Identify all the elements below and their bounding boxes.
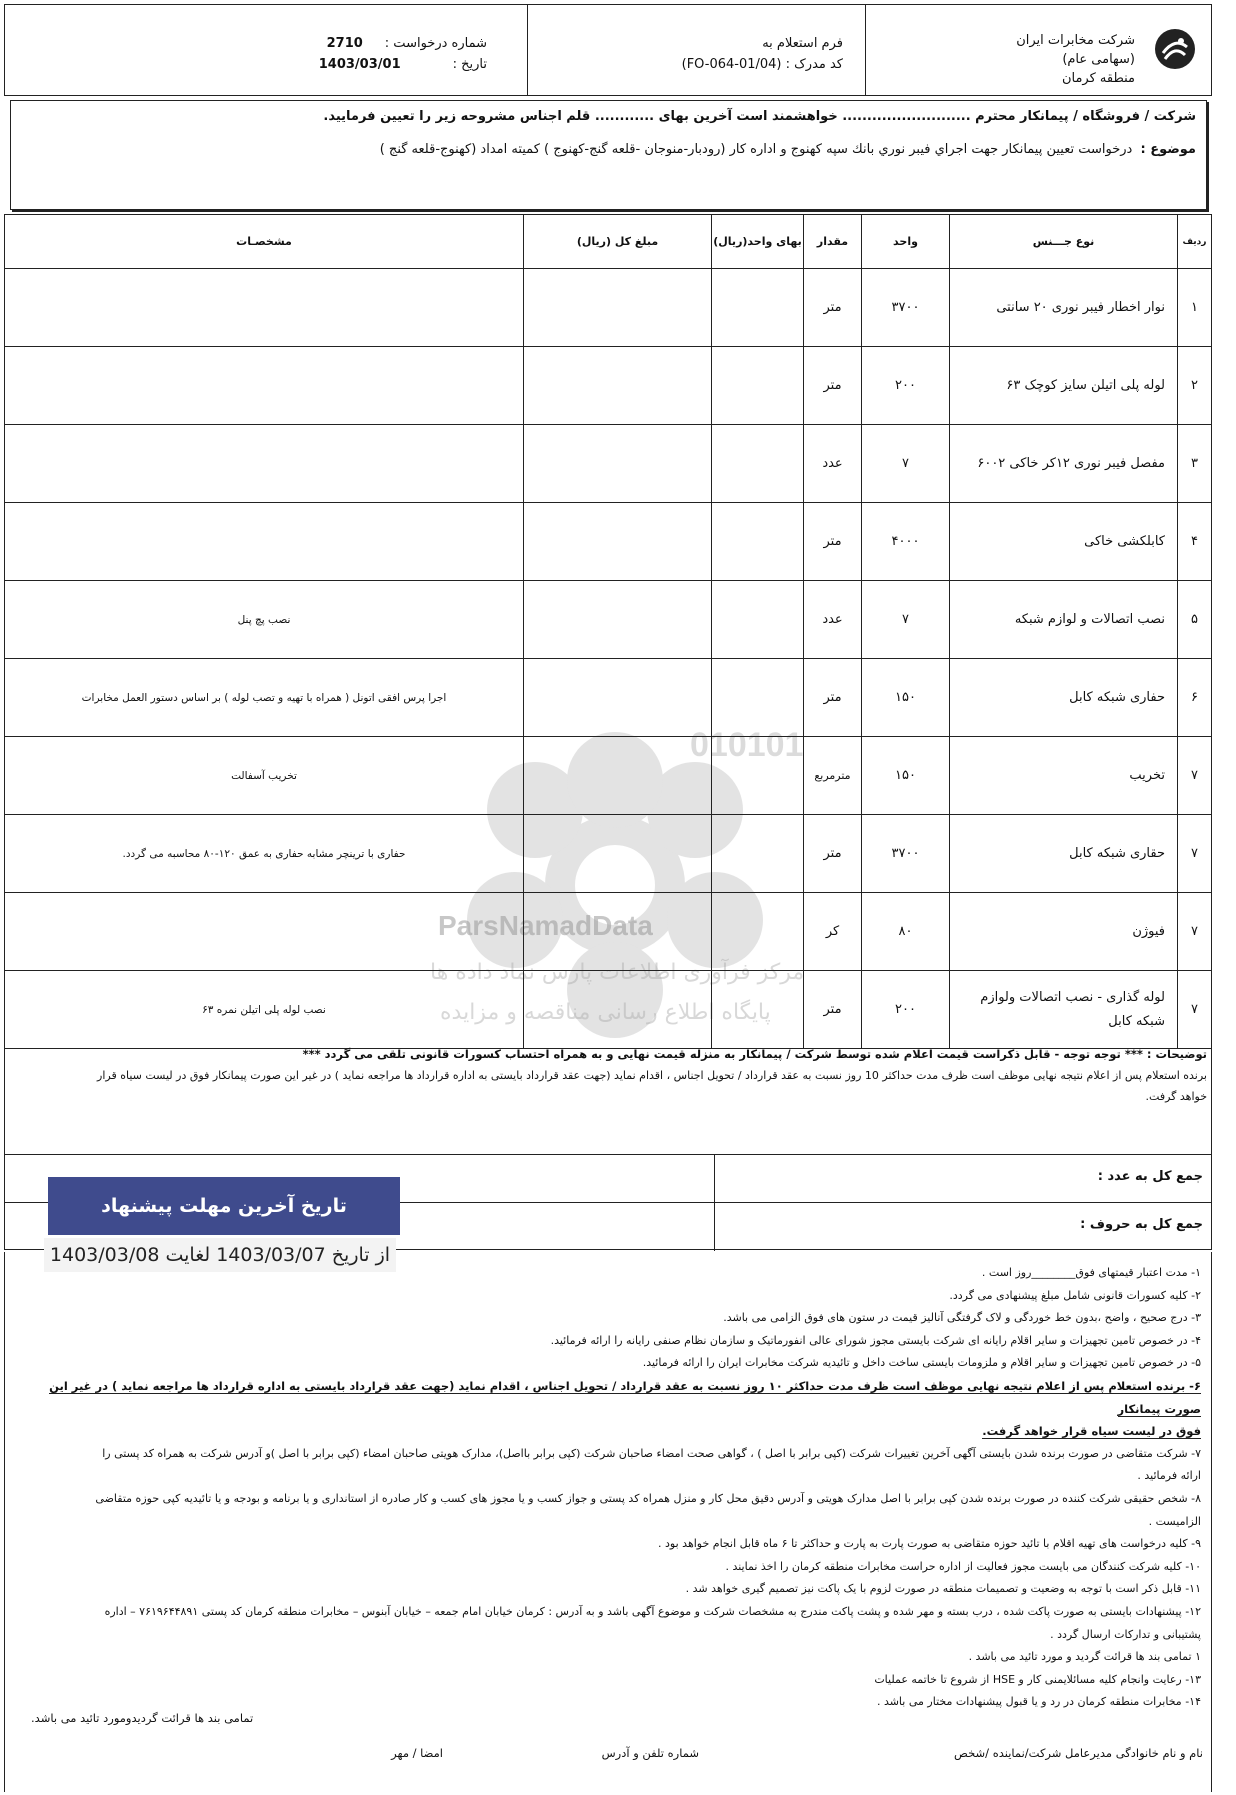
form-code: (FO-064-01/04) <box>681 57 782 72</box>
item-spec: اجرا پرس افقی اتونل ( همراه با تهیه و تصب لوله ) بر اساس دستور العمل مخابرات <box>5 659 524 737</box>
item-name: حقاری شبکه کابل <box>950 815 1178 893</box>
company-type: (سهامی عام) <box>1062 52 1135 67</box>
item-name: حفاری شبکه کابل <box>950 659 1178 737</box>
condition-item: ارائه فرمائید . <box>1137 1469 1201 1483</box>
item-name: لوله گذاری - نصب اتصالات ولوازم شبکه کابل <box>950 971 1178 1049</box>
table-row <box>5 737 1212 815</box>
item-name: لوله پلی اتیلن سایز کوچک ۶۳ <box>950 347 1178 425</box>
item-name: فیوژن <box>950 893 1178 971</box>
conditions-block <box>4 1252 1212 1792</box>
total-price-cell[interactable] <box>524 581 712 659</box>
condition-item: ۱۰- کلیه شرکت کنندگان می بایست مجوز فعالیت از اداره حراست مخابرات منطقه کرمان را اخذ نمایند . <box>725 1559 1201 1573</box>
watermark-brand: ParsNamadData <box>438 910 653 941</box>
condition-item: ۱۱- قابل ذکر است با توجه به وضعیت و تصمیمات منطقه در صورت لزوم با یک پاکت نیز تصمیم گیری خواهد شد . <box>685 1582 1201 1596</box>
unit-price-cell[interactable] <box>712 425 804 503</box>
form-title-block <box>682 33 843 75</box>
item-name: نصب اتصالات و لوازم شبکه <box>950 581 1178 659</box>
signature-phone-label: شماره تلفن و آدرس <box>601 1746 699 1760</box>
item-spec: تخریب آسفالت <box>5 737 524 815</box>
item-unit: متر <box>804 347 862 425</box>
total-price-cell[interactable] <box>524 815 712 893</box>
item-qty: ۴۰۰۰ <box>862 503 950 581</box>
subject-block <box>10 100 1207 210</box>
request-block <box>319 33 487 75</box>
item-spec <box>5 269 524 347</box>
deadline-dates: از تاریخ 1403/03/07 لغایت 1403/03/08 <box>44 1238 396 1272</box>
table-row <box>5 503 1212 581</box>
condition-item: ۳- درج صحیح ، واضح ،بدون خط خوردگی و لاک گرفتگی آنالیز قیمت در ستون های فوق الزامی می باشد. <box>723 1311 1201 1325</box>
item-unit: متر <box>804 269 862 347</box>
condition-text: ۶- برنده استعلام پس از اعلام نتیجه نهایی موظف است ظرف مدت حداکثر ۱۰ روز نسبت به عقد قرارداد / تحویل اجناس ، اقدام نماید (جهت عقد قرارداد بایستی به اداره قرارداد ها مراجعه نماید ) در غیر این صورت پیمانکار <box>49 1378 1201 1416</box>
item-unit: مترمربع <box>804 737 862 815</box>
total-price-cell[interactable] <box>524 893 712 971</box>
table-row <box>5 581 1212 659</box>
row-no: ۷ <box>1178 815 1212 893</box>
table-row <box>5 269 1212 347</box>
item-spec <box>5 893 524 971</box>
item-spec: نصب لوله پلی اتیلن نمره ۶۳ <box>5 971 524 1049</box>
totals-divider <box>714 1203 716 1251</box>
row-no: ۵ <box>1178 581 1212 659</box>
subject-line <box>21 142 1196 157</box>
form-header <box>4 4 1212 96</box>
row-no: ۷ <box>1178 971 1212 1049</box>
row-no: ۷ <box>1178 737 1212 815</box>
unit-price-cell[interactable] <box>712 503 804 581</box>
item-qty: ۷ <box>862 581 950 659</box>
unit-price-cell[interactable] <box>712 737 804 815</box>
item-qty: ۲۰۰ <box>862 971 950 1049</box>
notes-line-3: خواهد گرفت. <box>1145 1090 1207 1103</box>
condition-item: ۱۳- رعایت وانجام کلیه مسائلایمنی کار و HSE از شروع تا خاتمه عملیات <box>874 1672 1201 1686</box>
condition-item: ۱۲- پیشنهادات بایستی به صورت پاکت شده ، درب بسته و مهر شده و پشت پاکت مندرج به مشخصات شرکت و موضوع آگهی باشد و به آدرس : کرمان خیابان امام جمعه – خیابان آبنوس – مخابرات منطقه کرمان کد پستی ۷۶۱۹۶۴۴۸۹۱ – اداره <box>104 1604 1201 1618</box>
item-name: نوار اخطار فیبر نوری ۲۰ سانتی <box>950 269 1178 347</box>
item-qty: ۲۰۰ <box>862 347 950 425</box>
unit-price-cell[interactable] <box>712 659 804 737</box>
company-region: منطقه کرمان <box>1061 71 1135 86</box>
item-name: کابلکشی خاکی <box>950 503 1178 581</box>
table-row <box>5 347 1212 425</box>
item-qty: ۳۷۰۰ <box>862 815 950 893</box>
date-row <box>319 54 487 75</box>
header-specs: مشخصـات <box>5 215 524 269</box>
condition-item: ۱۴- مخابرات منطقه کرمان در رد و یا قبول پیشنهادات مختار می باشد . <box>876 1695 1201 1709</box>
condition-text: فوق در لیست سیاه قرار خواهد گرفت. <box>982 1424 1201 1439</box>
table-header-row <box>5 215 1212 269</box>
request-no: 2710 <box>326 36 363 51</box>
item-qty: ۱۵۰ <box>862 659 950 737</box>
item-qty: ۸۰ <box>862 893 950 971</box>
item-spec <box>5 347 524 425</box>
watermark-line2: پایگاه اطلاع رسانی مناقصه و مزایده <box>440 1000 771 1025</box>
form-title-cell <box>527 5 865 95</box>
total-price-cell[interactable] <box>524 503 712 581</box>
request-no-label: شماره درخواست : <box>384 36 487 51</box>
unit-price-cell[interactable] <box>712 815 804 893</box>
header-item-type: نوع جـــنس <box>950 215 1178 269</box>
item-unit: متر <box>804 971 862 1049</box>
totals-divider <box>714 1155 716 1202</box>
item-name: تخریب <box>950 737 1178 815</box>
condition-item <box>13 1375 1201 1420</box>
notes-text-1: توضیحات : *** توجه توجه - قابل ذکراست قیمت اعلام شده توسط شرکت / پیمانکار به منزله قیمت نهایی و به همراه احتساب کسورات قانونی تلقی می گردد *** <box>302 1047 1207 1061</box>
company-name: شرکت مخابرات ایران <box>1016 33 1135 48</box>
unit-price-cell[interactable] <box>712 269 804 347</box>
form-title: فرم استعلام به <box>762 36 843 51</box>
date-value: 1403/03/01 <box>318 57 401 72</box>
table-row <box>5 971 1212 1049</box>
item-unit: متر <box>804 659 862 737</box>
item-spec: حفاری با ترینچر مشابه حفاری به عمق ۱۲۰-۸۰ محاسبه می گردد. <box>5 815 524 893</box>
row-no: ۶ <box>1178 659 1212 737</box>
notes-line-2: برنده استعلام پس از اعلام نتیجه نهایی موظف است ظرف مدت حداکثر 10 روز نسبت به عقد قرارداد / تحویل اجناس ، اقدام نماید (جهت عقد قرارداد بایستی به اداره قرارداد ها مراجعه نماید ) در غیر این صورت پیمانکار فوق در لیست سیاه قرار <box>97 1069 1207 1082</box>
total-price-cell[interactable] <box>524 425 712 503</box>
item-unit: متر <box>804 503 862 581</box>
total-price-cell[interactable] <box>524 347 712 425</box>
condition-item: ۷- شرکت متقاضی در صورت برنده شدن بایستی آگهی آخرین تغییرات شرکت (کپی برابر با اصل ) ، گواهی صحت امضاء صاحبان شرکت (کپی برابر بااصل)، مدارک هویتی صاحبان امضاء (کپی برابر با اصل )و آدرس شرکت به همراه کد پستی را <box>102 1446 1201 1460</box>
condition-item: ۸- شخص حقیقی شرکت کننده در صورت برنده شدن کپی برابر با اصل مدارک هویتی و آدرس دقیق محل کار و منزل همراه کد پستی و جواز کسب و یا مجوز های کسب و کار صادره از استانداری و یا برنامه و بودجه و یا تائیدیه کپی حوزه متقاضی <box>95 1491 1201 1505</box>
watermark-digits: 010101 <box>690 726 804 764</box>
form-code-row <box>682 54 843 75</box>
total-price-cell[interactable] <box>524 659 712 737</box>
form-code-label: کد مدرک : <box>785 57 843 72</box>
item-name: مفصل فیبر نوری ۱۲کر خاکی ۶۰۰۲ <box>950 425 1178 503</box>
header-total: مبلغ کل (ریال) <box>524 215 712 269</box>
total-letters-label: جمع کل به حروف : <box>1080 1217 1203 1232</box>
all-approved-note: تمامی بند ها قرائت گردیدومورد تائید می باشد. <box>31 1711 254 1725</box>
item-qty: ۱۵۰ <box>862 737 950 815</box>
watermark-line1: مرکز فرآوری اطلاعات پارس نماد داده ها <box>430 960 805 985</box>
request-no-row <box>319 33 487 54</box>
notes-block <box>4 1040 1212 1154</box>
row-no: ۴ <box>1178 503 1212 581</box>
subject-intro: شرکت / فروشگاه / پیمانکار محترم .......................... خواهشمند است آخرین بهای ............ قلم اجناس مشروحه زیر را تعیین فرمایید. <box>323 109 1196 124</box>
total-number-label: جمع کل به عدد : <box>1097 1169 1203 1184</box>
notes-line-1 <box>9 1044 1207 1065</box>
condition-item: ۱ تمامی بند ها قرائت گردید و مورد تائید می باشد . <box>968 1650 1201 1664</box>
items-table <box>4 214 1212 1049</box>
header-quantity: مقدار <box>804 215 862 269</box>
company-cell <box>865 5 1211 95</box>
item-spec <box>5 503 524 581</box>
subject-text: درخواست تعيين پيمانكار جهت اجراي فيبر نوري بانك سپه كهنوج و اداره كار (رودبار-منوجان -قلعه گنج-كهنوج ) كميته امداد (كهنوج-قلعه گنج ) <box>379 142 1133 157</box>
table-row <box>5 893 1212 971</box>
unit-price-cell[interactable] <box>712 347 804 425</box>
condition-item <box>13 1420 1201 1443</box>
item-spec: نصب پچ پنل <box>5 581 524 659</box>
signature-sign-label: امضا / مهر <box>391 1746 443 1760</box>
unit-price-cell[interactable] <box>712 893 804 971</box>
row-no: ۲ <box>1178 347 1212 425</box>
date-label: تاریخ : <box>452 57 487 72</box>
item-spec <box>5 425 524 503</box>
row-no: ۱ <box>1178 269 1212 347</box>
condition-item: ۹- کلیه درخواست های تهیه اقلام با تائید حوزه متقاضی به صورت پارت به پارت و حداکثر تا ۶ ماه قابل انجام خواهد بود . <box>658 1537 1201 1551</box>
condition-item: پشتیبانی و تدارکات ارسال گردد . <box>1050 1627 1201 1641</box>
condition-item: الزامیست . <box>1148 1514 1201 1528</box>
condition-item: ۴- در خصوص تامین تجهیزات و سایر اقلام رایانه ای شرکت بایستی مجوز شورای عالی انفورماتیک و سازمان نظام صنفی رایانه را ارائه فرمائید. <box>550 1333 1201 1347</box>
item-unit: کر <box>804 893 862 971</box>
total-price-cell[interactable] <box>524 971 712 1049</box>
signature-name-label: نام و نام خانوادگی مدیرعامل شرکت/نماینده /شخص <box>954 1746 1203 1760</box>
request-cell <box>5 5 527 95</box>
item-unit: عدد <box>804 581 862 659</box>
item-unit: متر <box>804 815 862 893</box>
company-name-block <box>1016 31 1135 88</box>
total-price-cell[interactable] <box>524 737 712 815</box>
condition-item: ۵- در خصوص تامین تجهیزات و سایر اقلام و ملزومات بایستی ساخت داخل و تائیدیه شرکت مخابرات ایران را ارائه فرمائید. <box>642 1356 1201 1370</box>
total-price-cell[interactable] <box>524 269 712 347</box>
header-row-no: ردیف <box>1178 215 1212 269</box>
row-no: ۳ <box>1178 425 1212 503</box>
subject-label: موضوع : <box>1140 142 1196 157</box>
condition-item: ۱- مدت اعتبار قیمتهای فوق________روز است . <box>981 1266 1201 1279</box>
company-logo-icon <box>1153 27 1197 71</box>
condition-item: ۲- کلیه کسورات قانونی شامل مبلغ پیشنهادی می گردد. <box>949 1288 1201 1302</box>
row-no: ۷ <box>1178 893 1212 971</box>
unit-price-cell[interactable] <box>712 581 804 659</box>
header-unit: واحد <box>862 215 950 269</box>
item-qty: ۷ <box>862 425 950 503</box>
table-row <box>5 815 1212 893</box>
header-unit-price: بهای واحد(ریال) <box>712 215 804 269</box>
item-unit: عدد <box>804 425 862 503</box>
table-row <box>5 659 1212 737</box>
unit-price-cell[interactable] <box>712 971 804 1049</box>
deadline-banner: تاریخ آخرین مهلت پیشنهاد <box>48 1177 400 1235</box>
item-qty: ۳۷۰۰ <box>862 269 950 347</box>
table-row <box>5 425 1212 503</box>
